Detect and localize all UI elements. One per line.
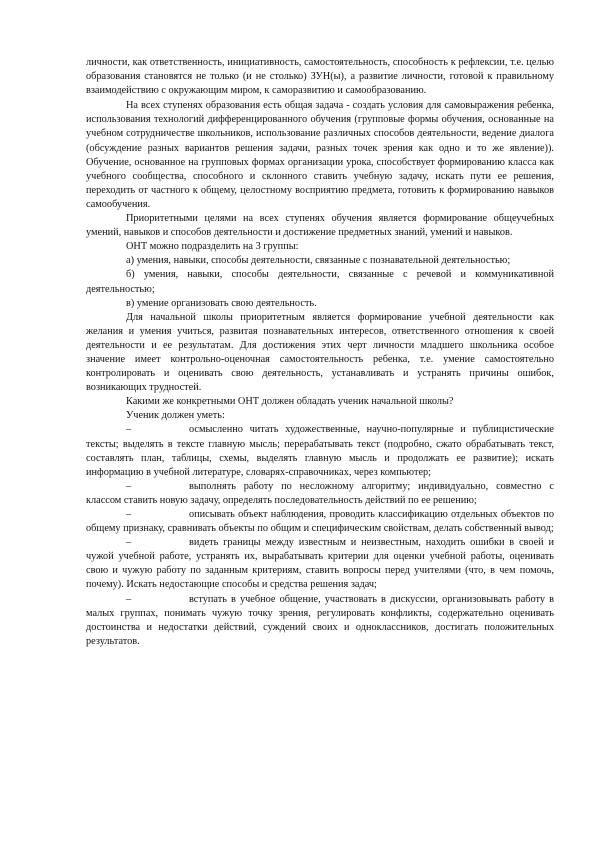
- dash-marker: –: [126, 509, 132, 520]
- dash-marker: –: [126, 593, 132, 605]
- list-item-text: выполнять работу по несложному алгоритму; индивидуально, совместно с классом ставить новую задачу, определять последовательность действий по ее решению;: [86, 480, 554, 506]
- list-item-text: видеть границы между известным и неизвестным, находить ошибки в своей и чужой учебной работе, устранять их, вырабатывать критерии для оценки учебной работы, оценивать свою и чужую работу по заданным критериям, ставить вопросы перед учителями (что, в чем помочь, почему). Искать недостающие способы и средства решения задач;: [86, 537, 554, 591]
- list-item: [86, 536, 554, 592]
- list-item: [86, 508, 554, 536]
- dash-marker: –: [126, 424, 132, 436]
- list-item: [86, 423, 554, 479]
- paragraph-primary-school: Для начальной школы приоритетным является формирование учебной деятельности как желания и умения учиться, развитая познавательных интересов, ответственного отношения к своей деятельности и ее результатам. Для достижения этих черт личности младшего школьника особое значение имеет контрольно-оценочная самостоятельность ребенка, т.е. умение самостоятельно контролировать и оценивать свою деятельность, устанавливать и устранять причины ошибок, возникающих трудностей.: [86, 311, 554, 394]
- paragraph-priority-goals: Приоритетными целями на всех ступенях обучения является формирование общеучебных умений, навыков и способов деятельности и достижение предметных знаний, умений и навыков.: [86, 213, 554, 239]
- paragraph-group-c: в) умение организовать свою деятельность.: [126, 297, 317, 309]
- dash-marker: –: [126, 537, 132, 549]
- list-item-text: вступать в учебное общение, участвовать в дискуссии, организовывать работу в малых группах, понимать чужую точку зрения, регулировать конфликты, содержательно оценивать достоинства и недостатки действий, суждений своих и одноклассников, достигать положительных результатов.: [86, 593, 554, 647]
- document-page: [86, 56, 554, 649]
- list-item-text: осмысленно читать художественные, научно-популярные и публицистические тексты; выделять в тексте главную мысль; перерабатывать текст (подробно, сжато обрабатывать текст, составлять план, таблицы, схемы, выделять главную мысль и продолжать ее развитие); искать информацию в учебной литературе, словарях-справочниках, через компьютер;: [86, 424, 554, 478]
- paragraph-group-b: б) умения, навыки, способы деятельности, связанные с речевой и коммуникативной деятельностью;: [86, 269, 554, 295]
- list-item: [86, 480, 554, 508]
- paragraph-continuation: личности, как ответственность, инициативность, самостоятельность, способность к рефлексии, т.е. целью образования становятся не только (и не столько) ЗУН(ы), а развитие личности, готовой к правильному взаимодействию с окружающим миром, к саморазвитию и самообразованию.: [86, 57, 554, 97]
- list-item-text: описывать объект наблюдения, проводить классификацию отдельных объектов по общему признаку, сравнивать объекты по общим и специфическим свойствам, делать собственный вывод;: [86, 509, 554, 535]
- paragraph-student-must: Ученик должен уметь:: [126, 410, 225, 422]
- dash-marker: –: [126, 480, 132, 492]
- paragraph-question: Какими же конкретными ОНТ должен обладать ученик начальной школы?: [126, 396, 454, 408]
- paragraph-group-a: а) умения, навыки, способы деятельности, связанные с познавательной деятельностью;: [126, 255, 511, 267]
- paragraph-ont-groups-intro: ОНТ можно подразделить на 3 группы:: [126, 241, 299, 253]
- paragraph-general-task: На всех ступенях образования есть общая задача - создать условия для самовыражения ребенка, использования технологий дифференцированного обучения (групповые формы обучения, основанные на учебном сотрудничестве школьников, использование различных способов деятельности, ведение диалога (обсуждение разных вариантов решения задачи, разных точек зрения как одно и то же явление)). Обучение, основанное на групповых формах организации урока, способствует формированию класса как учебного сообщества, способного и склонного ставить учебную задачу, искать пути ее решения, переходить от частного к общему, целостному восприятию предмета, готовить к формированию навыков самообучения.: [86, 100, 554, 210]
- list-item: [86, 593, 554, 649]
